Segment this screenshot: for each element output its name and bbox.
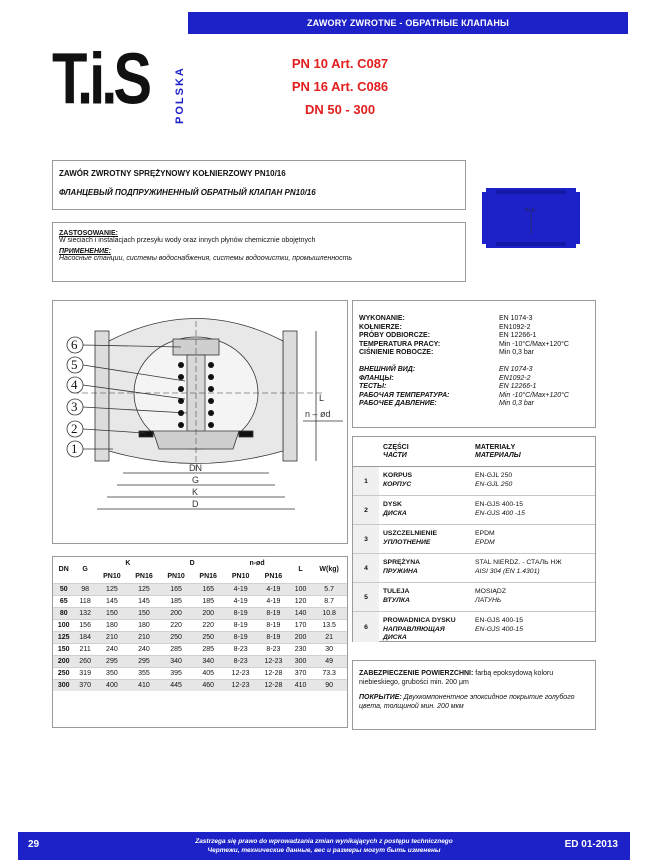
dims-cell: 260 bbox=[74, 655, 95, 667]
valve-section-drawing bbox=[53, 301, 347, 543]
dims-row bbox=[53, 667, 347, 679]
footer-note-pl: Zastrzega się prawo do wprowadzania zmian wynikających z postępu technicznego bbox=[195, 838, 453, 845]
dims-cell: 10.8 bbox=[311, 607, 347, 619]
spec-key: CIŚNIENIE ROBOCZE: bbox=[359, 349, 434, 357]
part-material-2: EN-GJS 400-15 bbox=[475, 625, 523, 633]
technical-drawing bbox=[52, 300, 348, 544]
dims-cell: 355 bbox=[128, 667, 160, 679]
dims-cell-dn: 100 bbox=[53, 619, 74, 631]
dims-cell: 200 bbox=[192, 607, 224, 619]
part-number: 1 bbox=[353, 467, 379, 495]
dims-cell: 13.5 bbox=[311, 619, 347, 631]
dims-cell: 184 bbox=[74, 631, 95, 643]
dims-cell: 73.3 bbox=[311, 667, 347, 679]
dims-cell: 150 bbox=[128, 607, 160, 619]
product-title bbox=[250, 52, 430, 121]
dims-row bbox=[53, 631, 347, 643]
dims-cell: 8-23 bbox=[257, 643, 290, 655]
part-row bbox=[353, 612, 595, 642]
spec-key-ru: РАБОЧАЯ ТЕМПЕРАТУРА: bbox=[359, 391, 450, 399]
parts-head-ru: ЧАСТИ bbox=[383, 452, 407, 459]
dims-cell: 8-19 bbox=[224, 619, 257, 631]
dims-row bbox=[53, 607, 347, 619]
part-name-ru: ПРУЖИНА bbox=[383, 567, 418, 575]
header-banner: ZAWORY ZWROTNE - ОБРАТНЫЕ КЛАПАНЫ bbox=[188, 12, 628, 34]
product-line-3: DN 50 - 300 bbox=[304, 102, 376, 117]
part-name-pl: PROWADNICA DYSKU bbox=[383, 617, 456, 624]
edition: ED 01-2013 bbox=[564, 839, 618, 850]
part-name-ru: НАПРАВЛЯЮЩАЯ ДИСКА bbox=[383, 625, 445, 641]
callout-4: 4 bbox=[71, 377, 78, 392]
part-material-2: AISI 304 (EN 1.4301) bbox=[475, 567, 540, 575]
part-material-1: EPDM bbox=[475, 530, 495, 537]
product-name-ru: ФЛАНЦЕВЫЙ ПОДПРУЖИНЕННЫЙ ОБРАТНЫЙ КЛАПАН PN10/16 bbox=[59, 188, 316, 197]
dim-L: L bbox=[319, 393, 325, 403]
dims-cell: 100 bbox=[290, 583, 311, 595]
dims-cell: 445 bbox=[160, 679, 192, 691]
dims-cell: 156 bbox=[74, 619, 95, 631]
dims-cell: 350 bbox=[96, 667, 128, 679]
dims-cell-dn: 300 bbox=[53, 679, 74, 691]
dims-cell: 90 bbox=[311, 679, 347, 691]
dims-cell: 180 bbox=[128, 619, 160, 631]
spec-key: PRÓBY ODBIORCZE: bbox=[359, 332, 431, 340]
dims-cell: 8-19 bbox=[224, 607, 257, 619]
spec-value: Min 0,3 bar bbox=[499, 349, 535, 357]
part-number: 4 bbox=[353, 554, 379, 582]
dims-cell: 295 bbox=[128, 655, 160, 667]
footer-note-ru: Чертежи, технические данные, вес и размеры могут быть изменены bbox=[207, 847, 441, 854]
dims-cell: 140 bbox=[290, 607, 311, 619]
product-line-2: PN 16 Art. C086 bbox=[291, 79, 389, 94]
dims-cell: 370 bbox=[74, 679, 95, 691]
parts-header bbox=[353, 437, 595, 467]
part-name-ru: ВТУЛКА bbox=[383, 596, 410, 604]
product-line-1: PN 10 Art. C087 bbox=[291, 56, 389, 71]
spec-value-ru: EN1092-2 bbox=[499, 374, 531, 382]
callout-1: 1 bbox=[71, 441, 78, 456]
dims-cell: 125 bbox=[128, 583, 160, 595]
dims-cell: 8.7 bbox=[311, 595, 347, 607]
dims-row bbox=[53, 643, 347, 655]
dims-cell: 8-19 bbox=[257, 631, 290, 643]
dims-row bbox=[53, 679, 347, 691]
col-w: W(kg) bbox=[319, 566, 339, 574]
dims-row bbox=[53, 655, 347, 667]
dims-cell-dn: 50 bbox=[53, 583, 74, 595]
part-name-ru: КОРПУС bbox=[383, 480, 412, 488]
dims-cell: 165 bbox=[192, 583, 224, 595]
part-number: 6 bbox=[353, 612, 379, 642]
dims-cell: 8-19 bbox=[224, 631, 257, 643]
dims-cell: 12-28 bbox=[257, 679, 290, 691]
logo-sub: POLSKA bbox=[174, 66, 186, 124]
dims-cell: 8-23 bbox=[224, 643, 257, 655]
svg-text:T.i.S: T.i.S bbox=[525, 208, 535, 214]
part-material-1: EN-GJS 400-15 bbox=[475, 617, 523, 624]
application-text-ru: Насосные станции, системы водоснабжения, системы водоочистки, промышленность bbox=[59, 255, 353, 262]
part-row bbox=[353, 554, 595, 583]
col-pn16: PN16 bbox=[199, 572, 217, 580]
part-number: 5 bbox=[353, 583, 379, 611]
dims-cell-dn: 150 bbox=[53, 643, 74, 655]
dims-row bbox=[53, 595, 347, 607]
brand-logo bbox=[52, 38, 192, 124]
dimensions-table bbox=[53, 557, 347, 691]
application-text-pl: W sieciach i instalacjach przesyłu wody oraz innych płynów chemicznie obojętnych bbox=[59, 237, 316, 244]
spec-value-ru: Min 0,3 bar bbox=[499, 400, 535, 408]
dims-cell: 230 bbox=[290, 643, 311, 655]
dims-cell: 4-19 bbox=[257, 583, 290, 595]
dims-cell: 410 bbox=[290, 679, 311, 691]
col-dn: DN bbox=[58, 566, 69, 574]
dims-cell: 12-23 bbox=[257, 655, 290, 667]
dims-cell: 405 bbox=[192, 667, 224, 679]
part-name-pl: SPRĘŻYNA bbox=[383, 559, 421, 566]
part-row bbox=[353, 583, 595, 612]
spec-key-ru: РАБОЧЕЕ ДАВЛЕНИЕ: bbox=[359, 400, 437, 408]
spec-value-ru: EN 12266-1 bbox=[499, 383, 537, 391]
application-box bbox=[52, 222, 466, 282]
dims-cell: 180 bbox=[96, 619, 128, 631]
col-pn16: PN16 bbox=[264, 572, 283, 580]
part-material-2: EPDM bbox=[475, 538, 495, 546]
logo-mark: T.i.S bbox=[52, 38, 149, 120]
col-d: D bbox=[189, 560, 195, 567]
dims-cell: 49 bbox=[311, 655, 347, 667]
coating-text-ru: Двухкомпонентное эпоксидное покрытие голубого цвета, толщиной мин. 200 мкм bbox=[359, 694, 575, 710]
dims-cell: 210 bbox=[128, 631, 160, 643]
col-pn16: PN16 bbox=[135, 572, 153, 580]
part-name-pl: DYSK bbox=[383, 501, 402, 508]
dims-cell-dn: 125 bbox=[53, 631, 74, 643]
dim-K: K bbox=[192, 487, 199, 497]
page-footer bbox=[18, 832, 630, 860]
spec-value: EN1092-2 bbox=[499, 323, 531, 331]
col-k: K bbox=[125, 560, 131, 567]
specification-box bbox=[352, 300, 596, 428]
footer-note bbox=[138, 837, 510, 855]
dims-cell: 4-19 bbox=[257, 595, 290, 607]
col-pn10: PN10 bbox=[167, 572, 185, 580]
dims-cell: 145 bbox=[128, 595, 160, 607]
valve-photo-icon bbox=[482, 186, 580, 250]
dims-cell: 285 bbox=[160, 643, 192, 655]
part-material-2: ЛАТУНЬ bbox=[475, 596, 502, 604]
dims-cell: 12-23 bbox=[224, 667, 257, 679]
dims-cell: 250 bbox=[192, 631, 224, 643]
part-material-2: EN-GJL 250 bbox=[475, 480, 513, 488]
part-row bbox=[353, 525, 595, 554]
spec-value-ru: Min -10°C/Max+120°C bbox=[499, 391, 569, 399]
materials-head-pl: MATERIAŁY bbox=[475, 444, 516, 451]
dims-cell: 220 bbox=[160, 619, 192, 631]
dims-cell: 5.7 bbox=[311, 583, 347, 595]
dims-cell: 340 bbox=[192, 655, 224, 667]
spec-key-ru: ВНЕШНИЙ ВИД: bbox=[359, 365, 416, 373]
coating-text-pl: farbą epoksydową koloru niebieskiego, grubości min. 200 μm bbox=[359, 670, 554, 686]
coating-head-pl: ZABEZPIECZENIE POWIERZCHNI: bbox=[359, 670, 474, 677]
part-material-2: EN-GJS 400 -15 bbox=[475, 509, 525, 517]
dims-cell: 300 bbox=[290, 655, 311, 667]
dims-cell: 170 bbox=[290, 619, 311, 631]
product-name-box bbox=[52, 160, 466, 210]
callout-6: 6 bbox=[71, 337, 78, 352]
spec-key: TEMPERATURA PRACY: bbox=[359, 340, 441, 348]
dims-cell: 30 bbox=[311, 643, 347, 655]
parts-head-pl: CZĘŚCI bbox=[383, 444, 409, 451]
dims-cell: 210 bbox=[96, 631, 128, 643]
part-name-ru: ДИСКА bbox=[383, 509, 407, 517]
dims-cell: 4-19 bbox=[224, 583, 257, 595]
product-name-pl: ZAWÓR ZWROTNY SPRĘŻYNOWY KOŁNIERZOWY PN10/16 bbox=[59, 169, 286, 178]
dims-cell: 145 bbox=[96, 595, 128, 607]
materials-head-ru: МАТЕРИАЛЫ bbox=[475, 452, 521, 459]
dims-cell: 220 bbox=[192, 619, 224, 631]
dims-cell: 295 bbox=[96, 655, 128, 667]
dims-cell: 4-19 bbox=[224, 595, 257, 607]
part-number: 3 bbox=[353, 525, 379, 553]
dims-cell: 240 bbox=[128, 643, 160, 655]
dims-cell: 185 bbox=[160, 595, 192, 607]
dims-cell: 410 bbox=[128, 679, 160, 691]
spec-key: WYKONANIE: bbox=[359, 315, 405, 322]
part-material-1: EN-GJS 400-15 bbox=[475, 501, 523, 508]
dims-cell: 185 bbox=[192, 595, 224, 607]
dims-cell: 125 bbox=[96, 583, 128, 595]
dims-cell: 21 bbox=[311, 631, 347, 643]
dims-cell: 12-23 bbox=[224, 679, 257, 691]
dims-row bbox=[53, 583, 347, 595]
dims-cell: 8-23 bbox=[224, 655, 257, 667]
part-row bbox=[353, 467, 595, 496]
dims-cell: 165 bbox=[160, 583, 192, 595]
dim-DN: DN bbox=[189, 463, 202, 473]
dims-cell: 120 bbox=[290, 595, 311, 607]
callout-5: 5 bbox=[71, 357, 78, 372]
dims-cell: 340 bbox=[160, 655, 192, 667]
dims-cell: 460 bbox=[192, 679, 224, 691]
part-material-1: STAL NIERDZ. - СТАЛЬ НЖ bbox=[475, 559, 562, 566]
coating-box bbox=[352, 660, 596, 730]
spec-value: EN 12266-1 bbox=[499, 332, 537, 340]
dims-cell: 8-19 bbox=[257, 607, 290, 619]
spec-value: Min -10°C/Max+120°C bbox=[499, 340, 569, 348]
dims-cell: 400 bbox=[96, 679, 128, 691]
dims-cell-dn: 250 bbox=[53, 667, 74, 679]
dims-row bbox=[53, 619, 347, 631]
spec-value-ru: EN 1074-3 bbox=[499, 365, 533, 373]
part-name-pl: TULEJA bbox=[383, 588, 410, 595]
callout-3: 3 bbox=[71, 399, 78, 414]
part-name-pl: USZCZELNIENIE bbox=[383, 530, 438, 537]
dims-cell-dn: 200 bbox=[53, 655, 74, 667]
part-name-ru: УПЛОТНЕНИЕ bbox=[383, 538, 431, 546]
dims-cell: 8-19 bbox=[257, 619, 290, 631]
dims-cell: 118 bbox=[74, 595, 95, 607]
dim-D: D bbox=[192, 499, 199, 509]
dims-cell: 211 bbox=[74, 643, 95, 655]
application-head-pl: ZASTOSOWANIE: bbox=[59, 230, 118, 237]
dims-cell: 98 bbox=[74, 583, 95, 595]
col-l: L bbox=[298, 566, 303, 574]
col-pn10: PN10 bbox=[103, 572, 121, 580]
part-name-pl: KORPUS bbox=[383, 472, 413, 479]
dims-cell: 250 bbox=[160, 631, 192, 643]
dims-cell: 319 bbox=[74, 667, 95, 679]
dim-G: G bbox=[192, 475, 200, 485]
dims-cell: 285 bbox=[192, 643, 224, 655]
dim-nd: n – ød bbox=[305, 409, 331, 419]
spec-key-ru: ФЛАНЦЫ: bbox=[359, 374, 394, 382]
col-g: G bbox=[82, 566, 88, 574]
parts-table bbox=[352, 436, 596, 642]
col-nd: n-ød bbox=[249, 560, 265, 567]
dims-cell: 240 bbox=[96, 643, 128, 655]
dimensions-table-box bbox=[52, 556, 348, 728]
spec-key: KOŁNIERZE: bbox=[359, 323, 402, 331]
part-number: 2 bbox=[353, 496, 379, 524]
part-material-1: EN-GJL 250 bbox=[475, 472, 513, 479]
dims-cell-dn: 65 bbox=[53, 595, 74, 607]
application-head-ru: ПРИМЕНЕНИЕ: bbox=[59, 248, 112, 255]
spec-key-ru: ТЕСТЫ: bbox=[359, 383, 387, 391]
dims-cell: 12-28 bbox=[257, 667, 290, 679]
dims-cell: 370 bbox=[290, 667, 311, 679]
dims-cell-dn: 80 bbox=[53, 607, 74, 619]
dims-cell: 200 bbox=[290, 631, 311, 643]
callout-2: 2 bbox=[71, 421, 78, 436]
dims-cell: 200 bbox=[160, 607, 192, 619]
col-pn10: PN10 bbox=[231, 572, 250, 580]
dims-cell: 150 bbox=[96, 607, 128, 619]
coating-head-ru: ПОКРЫТИЕ: bbox=[359, 694, 402, 701]
spec-value: EN 1074-3 bbox=[499, 315, 533, 322]
page-number: 29 bbox=[28, 839, 40, 850]
part-material-1: MOSIĄDZ bbox=[475, 588, 506, 595]
dims-cell: 395 bbox=[160, 667, 192, 679]
dims-cell: 132 bbox=[74, 607, 95, 619]
part-row bbox=[353, 496, 595, 525]
